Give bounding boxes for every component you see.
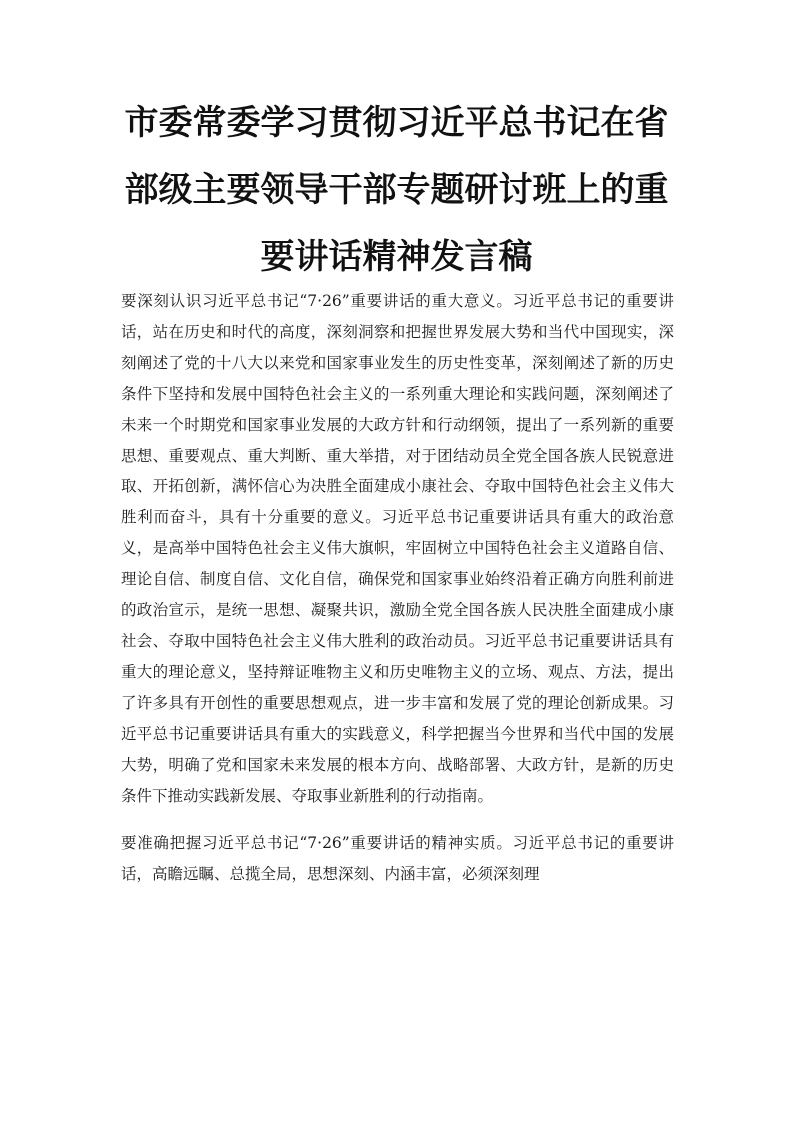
document-title: 市委常委学习贯彻习近平总书记在省部级主要领导干部专题研讨班上的重要讲话精神发言稿 [124, 103, 669, 277]
body-paragraph: 要深刻认识习近平总书记“7·26”重要讲话的重大意义。习近平总书记的重要讲话，站在历史和时代的高度，深刻洞察和把握世界发展大势和当代中国现实，深刻阐述了党的十八大以来党和国家事业发生的历史性变革，深刻阐述了新的历史条件下坚持和发展中国特色社会主义的一系列重大理论和实践问题，深刻阐述了未来一个时期党和国家事业发展的大政方针和行动纲领，提出了一系列新的重要思想、重要观点、重大判断、重大举措，对于团结动员全党全国各族人民锐意进取、开拓创新，满怀信心为决胜全面建成小康社会、夺取中国特色社会主义伟大胜利而奋斗，具有十分重要的意义。习近平总书记重要讲话具有重大的政治意义，是高举中国特色社会主义伟大旗帜，牢固树立中国特色社会主义道路自信、理论自信、制度自信、文化自信，确保党和国家事业始终沿着正确方向胜利前进的政治宣示，是统一思想、凝聚共识，激励全党全国各族人民决胜全面建成小康社会、夺取中国特色社会主义伟大胜利的政治动员。习近平总书记重要讲话具有重大的理论意义，坚持辩证唯物主义和历史唯物主义的立场、观点、方法，提出了许多具有开创性的重要思想观点，进一步丰富和发展了党的理论创新成果。习近平总书记重要讲话具有重大的实践意义，科学把握当今世界和当代中国的发展大势，明确了党和国家未来发展的根本方向、战略部署、大政方针，是新的历史条件下推动实践新发展、夺取事业新胜利的行动指南。 [121, 292, 674, 805]
body-paragraph: 要准确把握习近平总书记“7·26”重要讲话的精神实质。习近平总书记的重要讲话，高瞻远瞩、总揽全局，思想深刻、内涵丰富，必须深刻理 [121, 834, 674, 884]
document-body [121, 286, 674, 907]
